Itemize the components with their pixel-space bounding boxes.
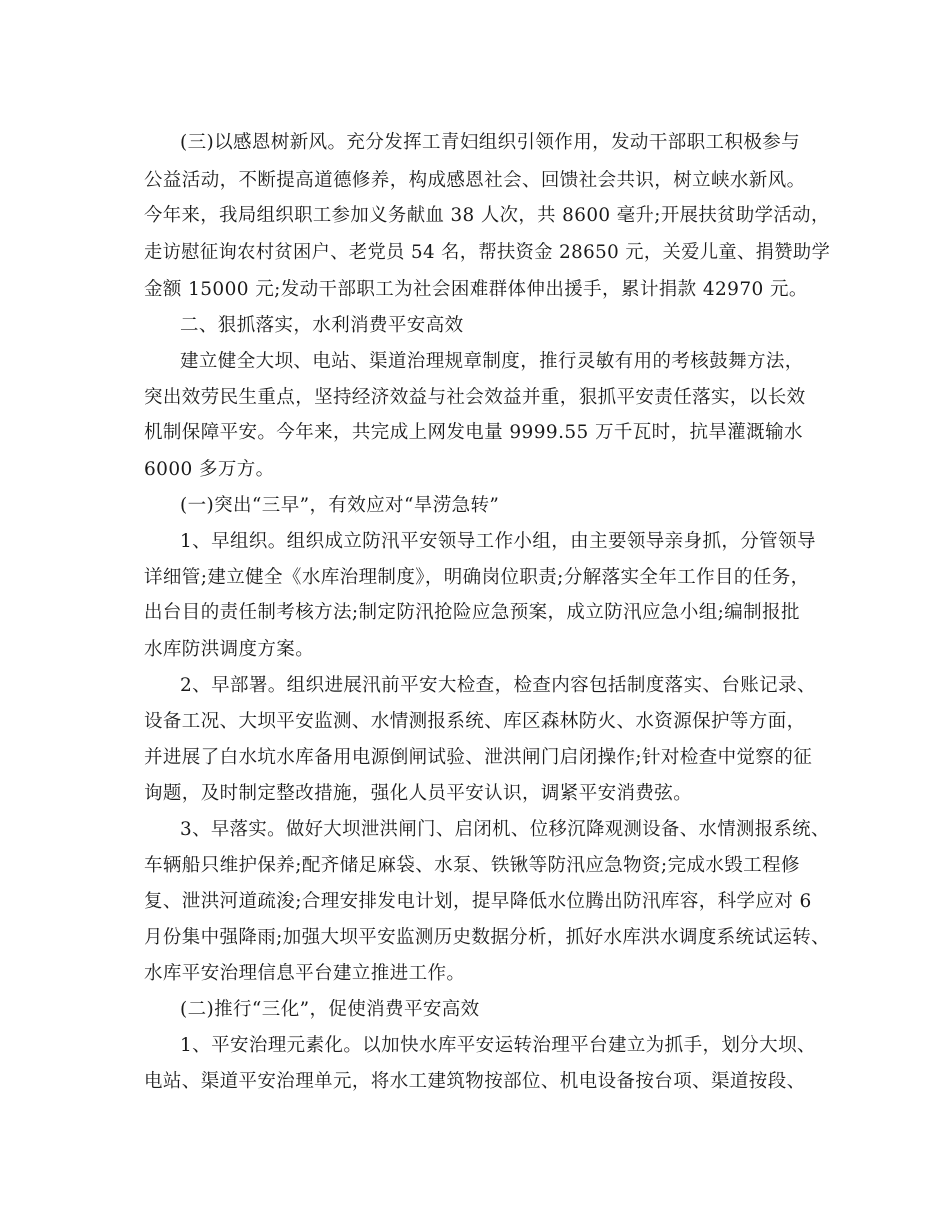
paragraph-line: 详细管;建立健全《水库治理制度》，明确岗位职责;分解落实全年工作目的任务， bbox=[144, 567, 810, 588]
paragraph-line: 今年来，我局组织职工参加义务献血 38 人次，共 8600 毫升;开展扶贫助学活动， bbox=[144, 205, 830, 226]
paragraph-line: 复、泄洪河道疏浚;合理安排发电计划，提早降低水位腾出防汛库容，科学应对 6 bbox=[144, 891, 812, 912]
paragraph-line: 水库平安治理信息平台建立推进工作。 bbox=[144, 963, 466, 984]
paragraph-line: 出台目的责任制考核方法;制定防汛抢险应急预案，成立防汛应急小组;编制报批 bbox=[144, 602, 800, 623]
subsection-heading: (一)突出“三早”，有效应对“旱涝急转” bbox=[180, 495, 500, 516]
paragraph-line: 金额 15000 元;发动干部职工为社会困难群体伸出援手，累计捐款 42970 元。 bbox=[144, 279, 808, 300]
paragraph-line: 询题，及时制定整改措施，强化人员平安认识，调紧平安消费弦。 bbox=[144, 783, 693, 804]
paragraph-line: 月份集中强降雨;加强大坝平安监测历史数据分析，抓好水库洪水调度系统试运转、 bbox=[144, 927, 831, 948]
paragraph-line: 走访慰征询农村贫困户、老党员 54 名，帮扶资金 28650 元，关爱儿童、捐赞助学 bbox=[144, 242, 831, 263]
subsection-heading: (二)推行“三化”，促使消费平安高效 bbox=[180, 999, 480, 1020]
paragraph-line: 水库防洪调度方案。 bbox=[144, 639, 315, 660]
paragraph-line: 1、平安治理元素化。以加快水库平安运转治理平台建立为抓手，划分大坝、 bbox=[180, 1035, 816, 1056]
paragraph-line: 建立健全大坝、电站、渠道治理规章制度，推行灵敏有用的考核鼓舞方法， bbox=[180, 351, 804, 372]
paragraph-line: 电站、渠道平安治理单元，将水工建筑物按部位、机电设备按台项、渠道按段、 bbox=[144, 1071, 806, 1092]
paragraph-line: 6000 多万方。 bbox=[144, 459, 275, 480]
paragraph-line: 1、早组织。组织成立防汛平安领导工作小组，由主要领导亲身抓，分管领导 bbox=[180, 531, 816, 552]
paragraph-line: 3、早落实。做好大坝泄洪闸门、启闭机、位移沉降观测设备、水情测报系统、 bbox=[180, 819, 830, 840]
paragraph-line: (三)以感恩树新风。充分发挥工青妇组织引领作用，发动干部职工积极参与 bbox=[180, 132, 801, 153]
paragraph-line: 2、早部署。组织进展汛前平安大检查，检查内容包括制度落实、台账记录、 bbox=[180, 675, 816, 696]
section-heading: 二、狠抓落实，水利消费平安高效 bbox=[180, 315, 464, 336]
paragraph-line: 车辆船只维护保养;配齐储足麻袋、水泵、铁锹等防汛应急物资;完成水毁工程修 bbox=[144, 855, 800, 876]
paragraph-line: 突出效劳民生重点，坚持经济效益与社会效益并重，狠抓平安责任落实，以长效 bbox=[144, 387, 806, 408]
paragraph-line: 机制保障平安。今年来，共完成上网发电量 9999.55 万千瓦时，抗旱灌溉输水 bbox=[144, 422, 803, 443]
paragraph-line: 设备工况、大坝平安监测、水情测报系统、库区森林防火、水资源保护等方面， bbox=[144, 711, 806, 732]
paragraph-line: 并进展了白水坑水库备用电源倒闸试验、泄洪闸门启闭操作;针对检查中觉察的征 bbox=[144, 747, 813, 768]
paragraph-line: 公益活动，不断提高道德修养，构成感恩社会、回馈社会共识，树立峡水新风。 bbox=[144, 170, 806, 191]
